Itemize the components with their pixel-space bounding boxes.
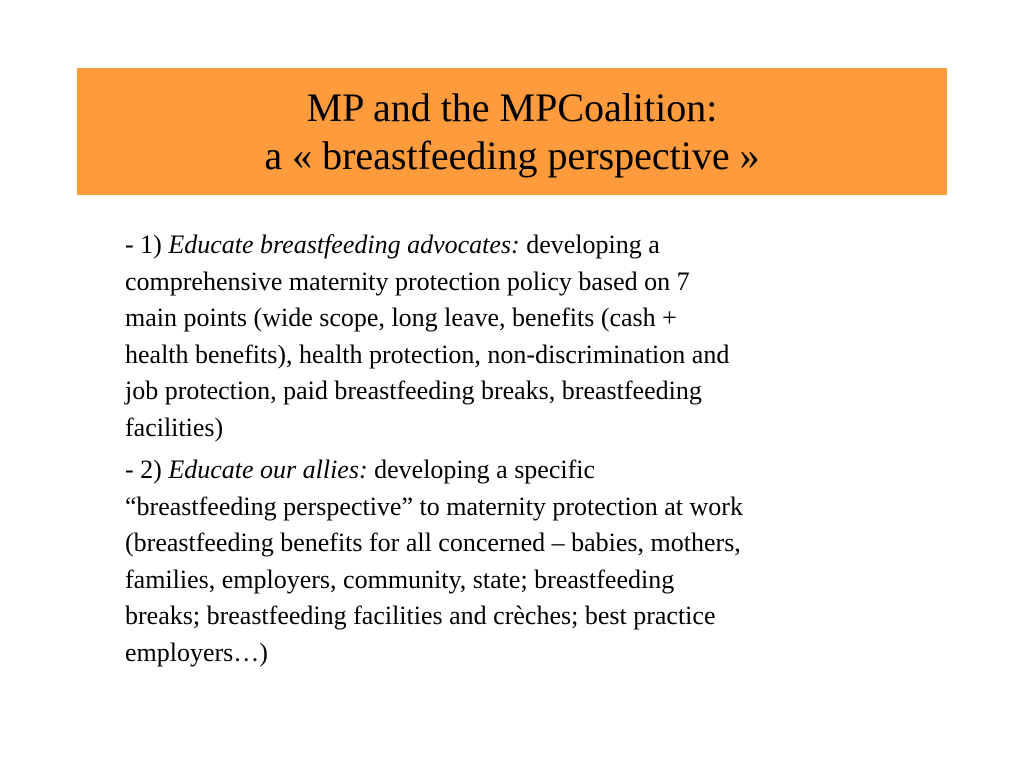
bullet-point-2	[125, 452, 955, 671]
bullet-2-emphasis: Educate our allies:	[168, 455, 368, 484]
bullet-2-line: “breastfeeding perspective” to maternity protection at work	[125, 491, 743, 521]
bullet-2-prefix: - 2)	[125, 455, 169, 484]
bullet-1-emphasis: Educate breastfeeding advocates:	[168, 230, 520, 259]
bullet-2-first-line-rest: developing a specific	[367, 455, 596, 484]
bullet-1-first-line	[125, 227, 955, 264]
bullet-2-line: employers…)	[125, 637, 268, 667]
bullet-2-line: breaks; breastfeeding facilities and crèches; best practice	[125, 601, 716, 630]
title-line-2: a « breastfeeding perspective »	[264, 132, 760, 178]
bullet-point-1	[125, 227, 955, 446]
bullet-1-line: comprehensive maternity protection policy based on 7	[125, 266, 690, 296]
bullet-1-line: facilities)	[125, 412, 224, 442]
bullet-1-first-line-rest: developing a	[519, 230, 660, 259]
slide-body	[125, 227, 955, 677]
bullet-2-line: (breastfeeding benefits for all concerned – babies, mothers,	[125, 528, 741, 557]
bullet-1-prefix: - 1)	[125, 230, 169, 259]
bullet-2-line: families, employers, community, state; breastfeeding	[125, 564, 675, 594]
bullet-1-line: job protection, paid breastfeeding breaks, breastfeeding	[125, 376, 702, 405]
title-line-1: MP and the MPCoalition:	[306, 84, 718, 130]
bullet-1-line: main points (wide scope, long leave, benefits (cash +	[125, 303, 677, 332]
bullet-2-first-line	[125, 452, 955, 489]
title-banner	[77, 68, 947, 195]
bullet-1-line: health benefits), health protection, non-discrimination and	[125, 339, 730, 369]
